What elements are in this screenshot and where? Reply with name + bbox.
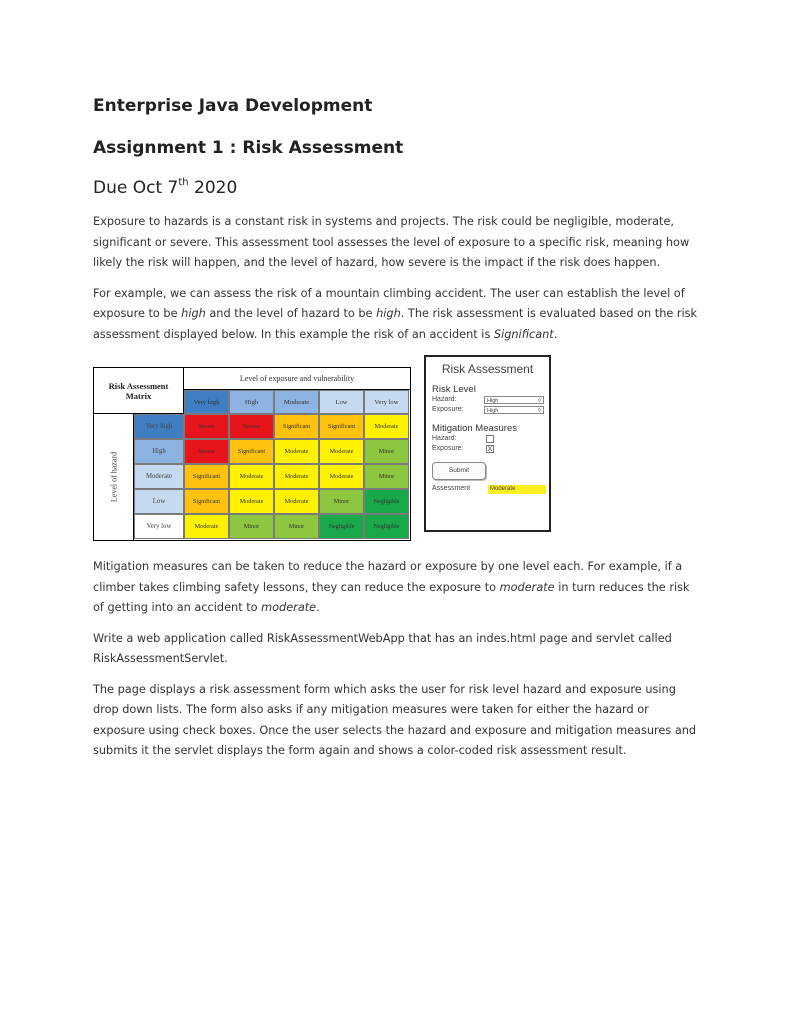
text-run: . xyxy=(553,327,558,341)
matrix-column-header: Moderate xyxy=(274,390,319,414)
task-paragraph: Write a web application called RiskAssessmentWebApp that has an indes.html page and servlet called RiskAssessmentServlet. xyxy=(93,631,672,665)
matrix-cell: Moderate xyxy=(274,464,319,489)
matrix-cell: Severe xyxy=(184,439,229,464)
matrix-cell: Minor xyxy=(274,514,319,539)
emphasis: high xyxy=(181,307,206,320)
matrix-cell: Negligible xyxy=(364,489,409,514)
hazard-label: Hazard: xyxy=(432,396,457,403)
due-date-ordinal: th xyxy=(178,177,189,188)
matrix-cell: Significant xyxy=(229,439,274,464)
matrix-cell: Significant xyxy=(274,414,319,439)
matrix-cell: Moderate xyxy=(229,489,274,514)
text-run: and the level of hazard to be xyxy=(205,307,377,320)
text-run: in turn reduces the risk of getting into an accident to xyxy=(93,580,690,614)
matrix-cell: Negligible xyxy=(319,514,364,539)
matrix-title-line1: Risk Assessment xyxy=(108,381,169,391)
text-run: . xyxy=(316,601,320,614)
hazard-select[interactable] xyxy=(484,396,544,404)
hazard-row xyxy=(432,395,543,405)
matrix-cell: Moderate xyxy=(364,414,409,439)
document-page xyxy=(93,92,703,762)
course-title: Enterprise Java Development xyxy=(93,96,373,116)
exposure-select-value: High xyxy=(487,408,499,414)
hazard-axis-header xyxy=(94,414,134,540)
mit-exposure-row xyxy=(432,444,543,454)
matrix-cell: Moderate xyxy=(229,464,274,489)
exposure-select[interactable] xyxy=(484,406,544,414)
matrix-column-header: Very high xyxy=(184,390,229,414)
risk-matrix xyxy=(93,367,411,541)
mitigation-paragraph xyxy=(93,557,703,619)
mit-exposure-label: Exposure: xyxy=(432,445,464,452)
matrix-cell: Negligible xyxy=(364,514,409,539)
exposure-row xyxy=(432,405,543,415)
assignment-title: Assignment 1 : Risk Assessment xyxy=(93,138,404,158)
matrix-title xyxy=(94,368,184,414)
due-date-year: 2020 xyxy=(188,178,238,198)
matrix-row-header: High xyxy=(134,439,184,464)
emphasis: moderate xyxy=(261,601,317,614)
assessment-row xyxy=(432,484,543,494)
hazard-select-value: High xyxy=(487,398,499,404)
figures-row xyxy=(93,355,703,545)
exposure-label: Exposure: xyxy=(432,406,464,413)
matrix-cell: Significant xyxy=(184,464,229,489)
text-run: . The risk assessment is evaluated based on the risk assessment displayed below. In this example the risk of an accident is xyxy=(93,307,698,341)
matrix-cell: Significant xyxy=(184,489,229,514)
matrix-row-header: Very low xyxy=(134,514,184,539)
matrix-cell: Moderate xyxy=(274,489,319,514)
matrix-row-header: Very high xyxy=(134,414,184,439)
matrix-row-header: Moderate xyxy=(134,464,184,489)
matrix-title-line2: Matrix xyxy=(125,391,152,401)
matrix-column-header: Low xyxy=(319,390,364,414)
matrix-cell: Severe xyxy=(184,414,229,439)
submit-button[interactable]: Submit xyxy=(432,462,486,480)
assessment-label: Assessment xyxy=(432,485,471,492)
emphasis: high xyxy=(376,307,401,320)
exposure-axis-header: Level of exposure and vulnerability xyxy=(184,368,410,390)
matrix-cell: Minor xyxy=(319,489,364,514)
risk-level-heading: Risk Level xyxy=(432,384,476,395)
matrix-column-header: High xyxy=(229,390,274,414)
due-date-text: Due Oct 7 xyxy=(93,178,179,198)
matrix-cell: Minor xyxy=(364,439,409,464)
form-title: Risk Assessment xyxy=(441,362,534,376)
mit-hazard-label: Hazard: xyxy=(432,435,457,442)
mit-exposure-checkbox[interactable]: X xyxy=(487,446,493,453)
matrix-cell: Moderate xyxy=(319,439,364,464)
matrix-cell: Minor xyxy=(364,464,409,489)
matrix-column-header: Very low xyxy=(364,390,409,414)
mit-hazard-row xyxy=(432,434,543,444)
matrix-cell: Moderate xyxy=(319,464,364,489)
matrix-row-header: Low xyxy=(134,489,184,514)
emphasis: moderate xyxy=(499,580,555,594)
hazard-axis-label: Level of hazard xyxy=(109,451,118,503)
select-arrow-icon: ◊ xyxy=(538,408,541,414)
example-paragraph xyxy=(93,284,703,346)
matrix-cell: Moderate xyxy=(184,514,229,539)
select-arrow-icon: ◊ xyxy=(538,398,541,404)
text-run: Mitigation measures can be taken to reduce the hazard or exposure by one level each. For example, if a climber takes climbing safety lessons, they can reduce the exposure to xyxy=(93,560,683,594)
risk-form-preview xyxy=(424,355,551,532)
form-description-paragraph: The page displays a risk assessment form which asks the user for risk level hazard and exposure using drop down lists. The form also asks if any mitigation measures were taken for either the hazard or exposure using check boxes. Once the user selects the hazard and exposure and mitigation measures and submits it the servlet displays the form again and shows a color-coded risk assessment result. xyxy=(93,682,697,757)
matrix-cell: Minor xyxy=(229,514,274,539)
mit-hazard-checkbox[interactable] xyxy=(486,435,494,443)
matrix-cell: Significant xyxy=(319,414,364,439)
due-date xyxy=(93,174,703,202)
emphasis: Significant xyxy=(493,327,554,341)
intro-paragraph: Exposure to hazards is a constant risk in systems and projects. The risk could be negligible, moderate, significant or severe. This assessment tool assesses the level of exposure to a specific risk, meaning how likely the risk will happen, and the level of hazard, how severe is the impact if the risk does happen. xyxy=(93,215,690,269)
assessment-result: Moderate xyxy=(488,485,546,494)
matrix-cell: Moderate xyxy=(274,439,319,464)
matrix-cell: Severe xyxy=(229,414,274,439)
text-run: For example, we can assess the risk of a mountain climbing accident. The user can establish the level of exposure to be xyxy=(93,286,685,320)
mitigation-heading: Mitigation Measures xyxy=(432,423,518,434)
